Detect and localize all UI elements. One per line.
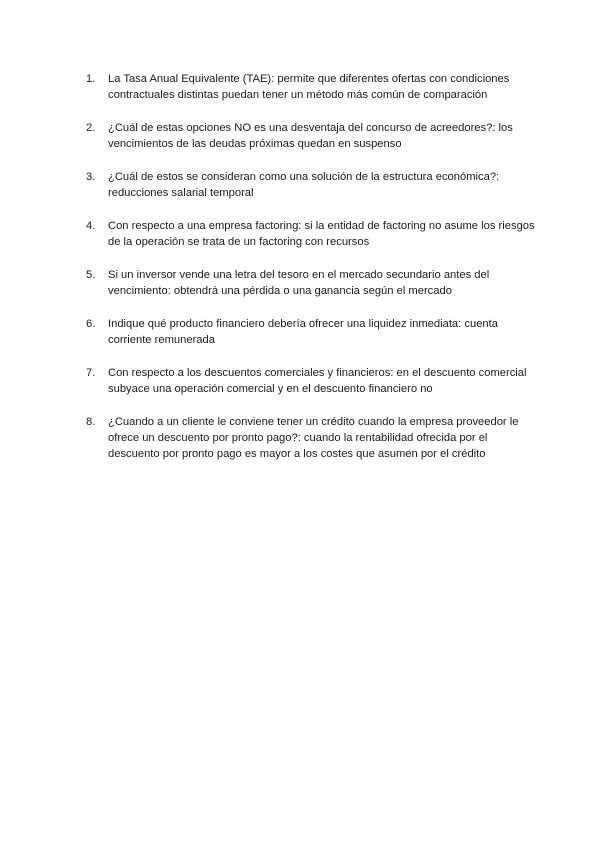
item-number: 3. bbox=[86, 171, 96, 183]
item-number: 2. bbox=[86, 122, 96, 134]
item-number: 4. bbox=[86, 220, 96, 232]
item-number: 5. bbox=[86, 269, 96, 281]
list-item bbox=[86, 120, 536, 152]
item-text: ¿Cuál de estos se consideran como una solución de la estructura económica?: reducciones salarial temporal bbox=[108, 171, 500, 199]
list-item bbox=[86, 365, 536, 397]
list-item bbox=[86, 218, 536, 250]
list-item bbox=[86, 71, 536, 103]
list-item bbox=[86, 414, 536, 462]
list-item bbox=[86, 267, 536, 299]
item-number: 1. bbox=[86, 73, 96, 85]
item-text: Con respecto a una empresa factoring: si la entidad de factoring no asume los riesgos de la operación se trata de un factoring con recursos bbox=[108, 220, 535, 248]
list-item bbox=[86, 316, 536, 348]
item-text: Con respecto a los descuentos comerciales y financieros: en el descuento comercial subyace una operación comercial y en el descuento financiero no bbox=[108, 367, 527, 395]
item-text: Si un inversor vende una letra del tesoro en el mercado secundario antes del vencimiento: obtendrá una pérdida o una ganancia según el mercado bbox=[108, 269, 490, 297]
item-number: 6. bbox=[86, 318, 96, 330]
item-number: 7. bbox=[86, 367, 96, 379]
item-text: ¿Cuál de estas opciones NO es una desventaja del concurso de acreedores?: los vencimientos de las deudas próximas quedan en suspenso bbox=[108, 122, 513, 150]
list-item bbox=[86, 169, 536, 201]
item-number: 8. bbox=[86, 416, 96, 428]
item-text: ¿Cuando a un cliente le conviene tener un crédito cuando la empresa proveedor le ofrece un descuento por pronto pago?: cuando la rentabilidad ofrecida por el descuento por pronto pago es mayor a los costes que asumen por el crédito bbox=[108, 416, 519, 460]
item-text: La Tasa Anual Equivalente (TAE): permite que diferentes ofertas con condiciones contractuales distintas puedan tener un método más común de comparación bbox=[108, 73, 510, 101]
question-list bbox=[86, 71, 536, 479]
item-text: Indique qué producto financiero debería ofrecer una liquidez inmediata: cuenta corriente remunerada bbox=[108, 318, 498, 346]
